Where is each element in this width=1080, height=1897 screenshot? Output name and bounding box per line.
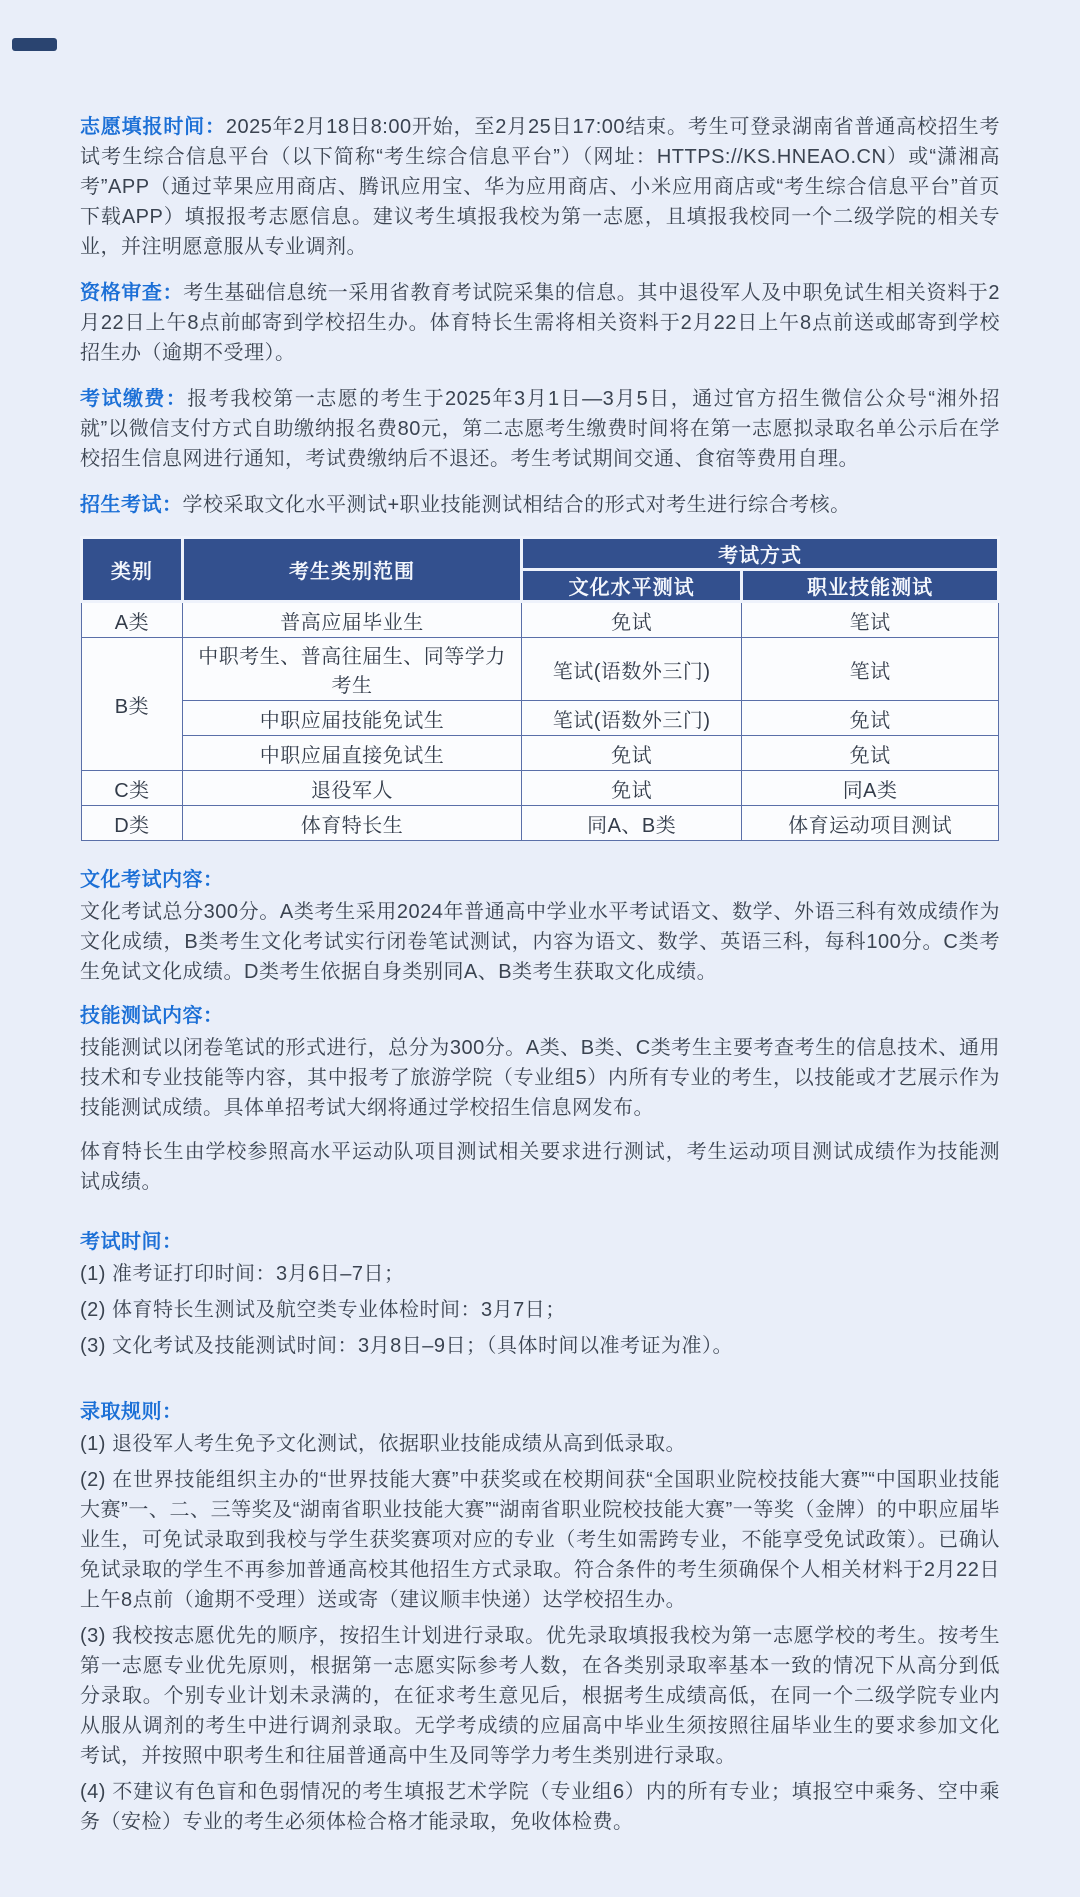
exam-payment-label: 考试缴费： — [80, 388, 188, 410]
cell-skill: 免试 — [742, 701, 999, 736]
table-row — [82, 638, 999, 701]
table-row — [82, 806, 999, 841]
header-method: 考试方式 — [522, 538, 999, 570]
application-time-text: 2025年2月18日8:00开始，至2月25日17:00结束。考生可登录湖南省普通高校招生考试考生综合信息平台（以下简称“考生综合信息平台”）（网址：HTTPS://KS.HNEAO.CN）或“潇湘高考”APP（通过苹果应用商店、腾讯应用宝、华为应用商店、小米应用商店或“考生综合信息平台”首页下载APP）填报报考志愿信息。建议考生填报我校为第一志愿，且填报我校同一个二级学院的相关专业，并注明愿意服从专业调剂。 — [80, 116, 1000, 258]
schedule-item: (2) 体育特长生测试及航空类专业体检时间：3月7日； — [80, 1299, 566, 1321]
corner-mark — [12, 38, 57, 51]
qualification-review-text: 考生基础信息统一采用省教育考试院采集的信息。其中退役军人及中职免试生相关资料于2月22日上午8点前邮寄到学校招生办。体育特长生需将相关资料于2月22日上午8点前送或邮寄到学校招生办（逾期不受理）。 — [80, 282, 1001, 364]
enrollment-exam-text: 学校采取文化水平测试+职业技能测试相结合的形式对考生进行综合考核。 — [182, 494, 851, 516]
section-admission-rules — [80, 1397, 1000, 1837]
cell-scope: 中职考生、普高往届生、同等学力考生 — [182, 638, 521, 701]
skill-test-heading: 技能测试内容： — [80, 1005, 224, 1027]
qualification-review-label: 资格审查： — [80, 282, 184, 304]
cell-culture: 同A、B类 — [522, 806, 742, 841]
paragraph-qualification-review — [80, 278, 1000, 368]
cell-culture: 免试 — [522, 736, 742, 771]
table-row — [82, 736, 999, 771]
exam-category-table — [80, 536, 1000, 841]
culture-exam-body: 文化考试总分300分。A类考生采用2024年普通高中学业水平考试语文、数学、外语三科有效成绩作为文化成绩，B类考生文化考试实行闭卷笔试测试，内容为语文、数学、英语三科，每科100分。C类考生免试文化成绩。D类考生依据自身类别同A、B类考生获取文化成绩。 — [80, 901, 1000, 983]
skill-test-body-2: 体育特长生由学校参照高水平运动队项目测试相关要求进行测试，考生运动项目测试成绩作为技能测试成绩。 — [80, 1141, 1000, 1193]
admission-rules-heading: 录取规则： — [80, 1401, 183, 1423]
table-row — [82, 701, 999, 736]
section-culture-exam — [80, 865, 1000, 987]
section-exam-schedule — [80, 1227, 1000, 1361]
exam-payment-text: 报考我校第一志愿的考生于2025年3月1日—3月5日，通过官方招生微信公众号“湘外招就”以微信支付方式自助缴纳报名费80元，第二志愿考生缴费时间将在第一志愿拟录取名单公示后在学校招生信息网进行通知，考试费缴纳后不退还。考生考试期间交通、食宿等费用自理。 — [80, 388, 1001, 470]
schedule-item: (3) 文化考试及技能测试时间：3月8日–9日；（具体时间以准考证为准）。 — [80, 1335, 733, 1357]
admission-rule-item: (4) 不建议有色盲和色弱情况的考生填报艺术学院（专业组6）内的所有专业；填报空中乘务、空中乘务（安检）专业的考生必须体检合格才能录取，免收体检费。 — [80, 1781, 1000, 1833]
header-culture-test: 文化水平测试 — [522, 570, 742, 602]
exam-schedule-heading: 考试时间： — [80, 1231, 183, 1253]
admission-rule-item: (2) 在世界技能组织主办的“世界技能大赛”中获奖或在校期间获“全国职业院校技能大赛”“中国职业技能大赛”一、二、三等奖及“湖南省职业技能大赛”“湖南省职业院校技能大赛”一等奖（金牌）的中职应届毕业生，可免试录取到我校与学生获奖赛项对应的专业（考生如需跨专业，不能享受免试政策）。已确认免试录取的学生不再参加普通高校其他招生方式录取。符合条件的考生须确保个人相关材料于2月22日上午8点前（逾期不受理）送或寄（建议顺丰快递）达学校招生办。 — [80, 1469, 1000, 1611]
header-scope: 考生类别范围 — [182, 538, 521, 602]
paragraph-application-time — [80, 112, 1000, 262]
application-time-label: 志愿填报时间： — [80, 116, 226, 138]
cell-skill: 免试 — [742, 736, 999, 771]
culture-exam-heading: 文化考试内容： — [80, 869, 224, 891]
skill-test-body-1: 技能测试以闭卷笔试的形式进行，总分为300分。A类、B类、C类考生主要考查考生的信息技术、通用技术和专业技能等内容，其中报考了旅游学院（专业组5）内所有专业的考生，以技能或才艺展示作为技能测试成绩。具体单招考试大纲将通过学校招生信息网发布。 — [80, 1037, 1000, 1119]
cell-scope: 退役军人 — [182, 771, 521, 806]
cell-scope: 体育特长生 — [182, 806, 521, 841]
cell-culture: 笔试(语数外三门) — [522, 701, 742, 736]
cell-scope: 中职应届技能免试生 — [182, 701, 521, 736]
cell-category: D类 — [82, 806, 183, 841]
cell-skill: 同A类 — [742, 771, 999, 806]
section-skill-test — [80, 1001, 1000, 1197]
schedule-item: (1) 准考证打印时间：3月6日–7日； — [80, 1263, 405, 1285]
cell-culture: 笔试(语数外三门) — [522, 638, 742, 701]
table-header-row-1 — [82, 538, 999, 570]
paragraph-enrollment-exam — [80, 490, 1000, 520]
admission-rule-item: (3) 我校按志愿优先的顺序，按招生计划进行录取。优先录取填报我校为第一志愿学校的考生。按考生第一志愿专业优先原则，根据第一志愿实际参考人数，在各类别录取率基本一致的情况下从高分到低分录取。个别专业计划未录满的，在征求考生意见后，根据考生成绩高低，在同一个二级学院专业内从服从调剂的考生中进行调剂录取。无学考成绩的应届高中毕业生须按照往届毕业生的要求参加文化考试，并按照中职考生和往届普通高中生及同等学力考生类别进行录取。 — [80, 1625, 1000, 1767]
cell-category: B类 — [82, 638, 183, 771]
admission-rule-item: (1) 退役军人考生免予文化测试，依据职业技能成绩从高到低录取。 — [80, 1433, 686, 1455]
header-category: 类别 — [82, 538, 183, 602]
cell-skill: 体育运动项目测试 — [742, 806, 999, 841]
cell-scope: 中职应届直接免试生 — [182, 736, 521, 771]
cell-category: C类 — [82, 771, 183, 806]
cell-skill: 笔试 — [742, 602, 999, 638]
table-row — [82, 771, 999, 806]
cell-skill: 笔试 — [742, 638, 999, 701]
enrollment-exam-label: 招生考试： — [80, 494, 183, 516]
cell-culture: 免试 — [522, 771, 742, 806]
cell-category: A类 — [82, 602, 183, 638]
cell-culture: 免试 — [522, 602, 742, 638]
header-skill-test: 职业技能测试 — [742, 570, 999, 602]
paragraph-exam-payment — [80, 384, 1000, 474]
cell-scope: 普高应届毕业生 — [182, 602, 521, 638]
table-row — [82, 602, 999, 638]
